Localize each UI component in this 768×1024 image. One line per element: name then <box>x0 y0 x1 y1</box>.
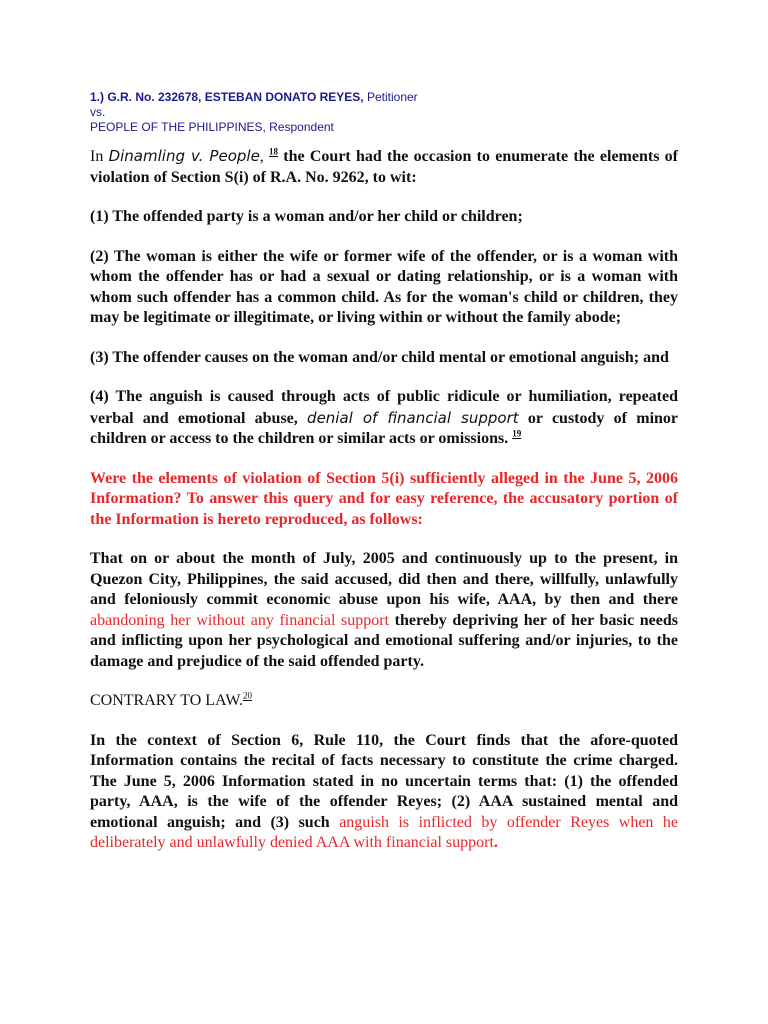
intro-text: the Court had the occasion to enumerate the elements of violation of Section S(i) of R.A. No. 9262, to wit: <box>90 148 679 186</box>
case-header <box>90 90 678 135</box>
element-4-pre: (4) The anguish is caused through acts of public ridicule or humiliation, repeated verbal and emotional abuse, <box>90 388 678 427</box>
information-pre: That on or about the month of July, 2005 and continuously up to the present, in Quezon City, Philippines, the said accused, did then and there, willfully, unlawfully and feloniously commit economic abuse upon his wife, AAA, by then and there <box>90 550 678 608</box>
case-citation: Dinamling v. People <box>108 147 260 165</box>
intro-comma: , <box>259 148 270 165</box>
footnote-18-link[interactable]: 18 <box>269 146 279 157</box>
information-post: thereby depriving her of her basic needs and inflicting upon her psychological and emotional suffering and/or injuries, to the damage and prejudice of the said offended party. <box>90 611 678 670</box>
respondent-role: , Respondent <box>262 120 334 134</box>
information-highlight: abandoning her without any financial support <box>90 611 390 629</box>
context-highlight: anguish is inflicted by offender Reyes when he deliberately and unlawfully denied AAA with financial support <box>90 813 679 851</box>
context-pre: In the context of Section 6, Rule 110, the Court finds that the afore-quoted Information contains the recital of facts necessary to constitute the crime charged. The June 5, 2006 Information stated in no uncertain terms that: (1) the offended party, AAA, is the wife of the offender Reyes; (2) AAA sustained mental and emotional anguish; and (3) such <box>90 731 678 831</box>
petitioner-role: Petitioner <box>363 90 418 104</box>
versus-label: vs. <box>90 105 106 119</box>
respondent-line <box>90 120 678 135</box>
respondent-name: PEOPLE OF THE PHILIPPINES <box>90 120 263 134</box>
document-page <box>90 90 678 873</box>
element-1: (1) The offended party is a woman and/or her child or children; <box>90 208 523 225</box>
intro-paragraph <box>90 146 678 188</box>
element-4-italic: denial of financial support <box>307 408 519 427</box>
question-paragraph: Were the elements of violation of Section 5(i) sufficiently alleged in the June 5, 2006 Information? To answer this query and for easy reference, the accusatory portion of the Information is hereto reproduced, as follows: <box>90 469 678 528</box>
context-paragraph <box>90 731 678 854</box>
footnote-20-link[interactable]: 20 <box>242 690 252 701</box>
contrary-text: CONTRARY TO LAW. <box>90 692 243 709</box>
case-title-line <box>90 90 678 105</box>
case-number: 1.) G.R. No. 232678, ESTEBAN DONATO REYES, <box>90 90 364 104</box>
context-post: . <box>493 834 498 851</box>
intro-pre: In <box>90 148 109 165</box>
element-2: (2) The woman is either the wife or former wife of the offender, or is a woman with whom the offender has or had a sexual or dating relationship, or is a woman with whom such offender has a common child. As for the woman's child or children, they may be legitimate or illegitimate, or living within or without the family abode; <box>90 247 678 326</box>
footnote-19-link[interactable]: 19 <box>512 428 522 439</box>
information-paragraph <box>90 549 678 672</box>
element-3: (3) The offender causes on the woman and/or child mental or emotional anguish; and <box>90 348 669 366</box>
element-4 <box>90 387 678 450</box>
contrary-paragraph <box>90 691 678 712</box>
element-4-post: or custody of minor children or access to the children or similar acts or omissions. <box>90 409 679 447</box>
